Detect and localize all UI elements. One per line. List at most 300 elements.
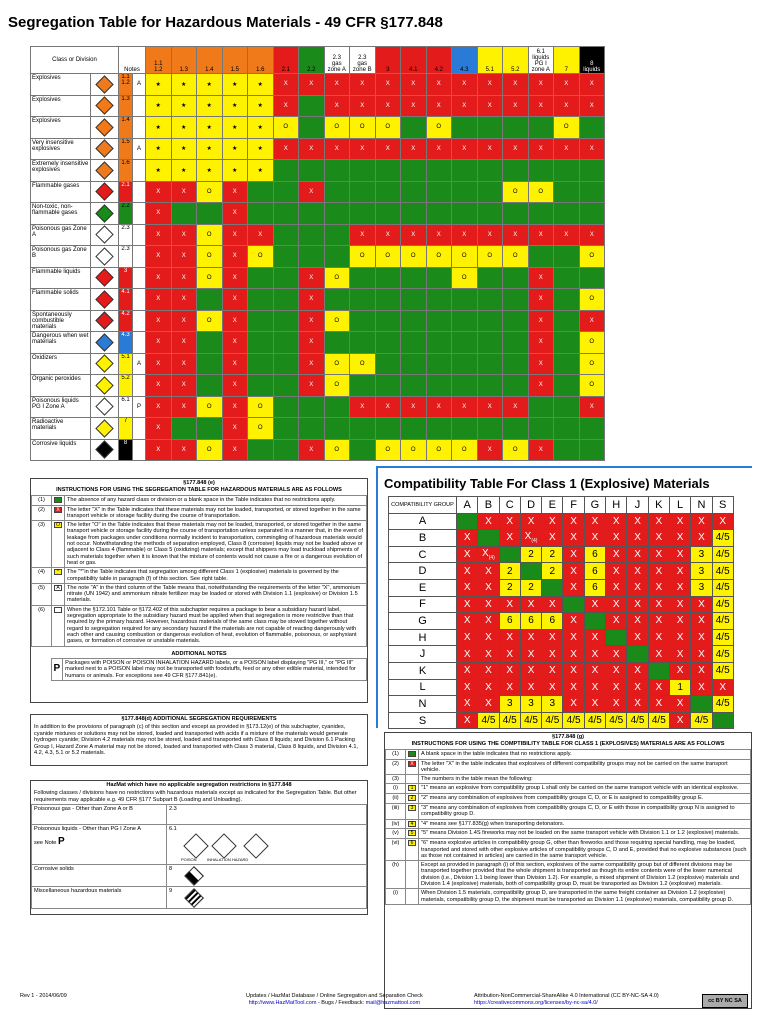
seg-cell: O [579,332,605,354]
seg-cell: X [401,396,427,418]
seg-cell: X [146,181,172,203]
seg-row-icon [91,246,119,268]
hazard-label-icon [95,419,113,437]
compat-cell: 1 [669,679,690,696]
seg-instr-text: The absence of any hazard class or division or a blank space in the Table indicates that no restrictions apply. [65,495,367,505]
seg-cell [503,332,529,354]
seg-row-label: Poisonous gas Zone B [31,246,91,268]
seg-row-icon [91,203,119,225]
seg-cell [528,160,554,182]
seg-instr-sym [52,568,65,584]
seg-row-icon [91,267,119,289]
seg-cell [477,181,503,203]
compat-cell: X [627,546,648,563]
seg-cell [426,181,452,203]
compat-instr-row [386,861,751,889]
seg-cell: X [426,138,452,160]
compat-cell: X [648,679,669,696]
seg-row-division: 5.1 [119,353,133,375]
seg-cell: X [222,439,248,461]
compat-cell: X [542,629,563,646]
hazard-label-icon [95,355,113,373]
seg-row-division: 1.6 [119,160,133,182]
compat-instr-row [386,819,751,829]
additional-notes [31,658,367,681]
seg-row-label: Very insensitive explosives [31,138,91,160]
compat-cell: X [606,662,627,679]
seg-cell: O [452,267,478,289]
compat-cell: X [691,662,712,679]
seg-cell: X [146,246,172,268]
compat-cell: X [563,696,584,713]
seg-cell [299,95,325,117]
compat-cell: X [457,696,478,713]
compat-col-F: F [563,497,584,514]
seg-cell [350,181,376,203]
seg-cell [197,375,223,397]
seg-instr-num: (3) [32,521,52,568]
compat-cell: X [648,646,669,663]
compat-col-H: H [606,497,627,514]
compat-cell: X [669,712,690,729]
compat-cell: X [499,662,520,679]
compat-cell: X [669,513,690,530]
seg-cell [554,353,580,375]
compat-cell: 2 [520,546,541,563]
seg-cell: X [171,353,197,375]
compat-cell: X [520,646,541,663]
compat-cell: 2 [499,563,520,580]
additional-notes-heading: ADDITIONAL NOTES [171,650,227,657]
compat-cell: X [478,513,499,530]
seg-header-17: 6.1 liquids PG I zone A [528,47,554,74]
seg-cell: ★ [222,74,248,96]
seg-row [31,353,605,375]
seg-cell: X [503,138,529,160]
compat-instr-swatch: X [408,761,416,767]
seg-row-icon [91,138,119,160]
toxic-label-icon [243,833,268,858]
seg-cell: X [146,418,172,440]
seg-row-division: 3 [119,267,133,289]
segregation-table [30,46,605,461]
seg-cell: X [146,353,172,375]
compat-instr-rows [385,749,751,905]
seg-row-note: A [133,74,146,96]
compat-cell: 3 [542,696,563,713]
additional-segregation [30,714,368,766]
seg-cell: X [299,310,325,332]
seg-cell [197,203,223,225]
seg-cell: O [248,246,274,268]
seg-row [31,95,605,117]
compat-instr-heading2: INSTRUCTIONS FOR USING THE COMPTIBILITY TABLE FOR CLASS 1 (EXPLOSIVES) MATERIALS ARE AS FOLLOWS [411,741,725,748]
seg-cell [273,181,299,203]
seg-cell [452,375,478,397]
compat-cell: 3 [691,563,712,580]
compat-instr-num: (vi) [386,839,406,861]
seg-row-note [133,117,146,139]
seg-cell [350,375,376,397]
seg-cell [324,396,350,418]
compat-cell: X [691,596,712,613]
seg-cell [554,289,580,311]
seg-cell: ★ [146,117,172,139]
seg-cell [477,353,503,375]
compat-cell: 4/5 [712,596,733,613]
compat-cell [457,513,478,530]
compat-cell: X [499,646,520,663]
seg-row-note: P [133,396,146,418]
seg-cell: X [171,267,197,289]
seg-cell [503,267,529,289]
seg-cell [426,332,452,354]
seg-row [31,160,605,182]
compat-cell: X [584,662,605,679]
seg-cell [426,310,452,332]
seg-cell [273,224,299,246]
seg-cell: X [579,310,605,332]
seg-row-division: 4.2 [119,310,133,332]
seg-cell [375,353,401,375]
seg-cell [554,310,580,332]
seg-cell: X [350,224,376,246]
seg-cell [299,396,325,418]
rest-row-2-label: Poisonous liquids - Other than PG I Zone A [34,826,141,833]
seg-row-division: 1.3 [119,95,133,117]
compat-cell: X [627,679,648,696]
seg-cell: X [579,138,605,160]
seg-instr-row [32,505,367,521]
compat-instr-sym [406,889,419,905]
seg-cell: O [324,353,350,375]
seg-cell: X [350,95,376,117]
compat-cell: X [520,629,541,646]
seg-header-18: 7 [554,47,580,74]
seg-instr-num: (4) [32,568,52,584]
seg-cell [324,332,350,354]
seg-row [31,224,605,246]
seg-cell: X [146,332,172,354]
seg-cell [197,353,223,375]
compat-cell: X [457,613,478,630]
compat-cell: X [691,530,712,547]
seg-cell [401,267,427,289]
seg-cell: X [426,74,452,96]
seg-instr-row [32,605,367,646]
segregation-instructions [30,478,368,703]
seg-cell [579,181,605,203]
seg-cell [426,289,452,311]
seg-header-9: 2.3 gas zone A [324,47,350,74]
seg-cell [171,418,197,440]
seg-cell [554,332,580,354]
seg-instr-sym [52,583,65,605]
seg-cell [248,203,274,225]
seg-cell: X [528,310,554,332]
seg-cell [503,310,529,332]
compat-cell: 4/5 [563,712,584,729]
compat-row-label: L [389,679,457,696]
seg-row-note [133,267,146,289]
compat-cell: X [648,513,669,530]
compat-cell: X [627,513,648,530]
seg-cell: ★ [146,74,172,96]
seg-cell: X [528,289,554,311]
seg-cell [503,289,529,311]
compat-cell: 4/5 [712,563,733,580]
seg-cell: X [299,353,325,375]
compat-row [389,546,734,563]
compat-cell: X [712,679,733,696]
compat-cell: X [563,579,584,596]
seg-cell [324,289,350,311]
seg-cell [350,418,376,440]
compat-cell: 3 [691,546,712,563]
seg-instr-row [32,568,367,584]
compat-cell: X [457,679,478,696]
compat-cell: X [648,546,669,563]
seg-cell [375,160,401,182]
seg-cell: O [375,117,401,139]
compat-cell: 6 [584,579,605,596]
seg-cell [197,332,223,354]
seg-cell [426,353,452,375]
seg-cell: X [273,74,299,96]
hazard-label-icon [95,161,113,179]
compat-cell: X [478,679,499,696]
rest-row-1-code: 2.3 [167,805,367,825]
seg-row-icon [91,117,119,139]
seg-cell: X [273,95,299,117]
compat-cell: 4/5 [606,712,627,729]
seg-cell [401,353,427,375]
hazard-label-icon [95,269,113,287]
compat-instr-row [386,784,751,794]
compat-cell: 4/5 [712,696,733,713]
seg-cell: X [426,224,452,246]
seg-cell: O [324,117,350,139]
compat-instr-num: (i) [386,784,406,794]
seg-cell: O [273,117,299,139]
seg-cell: X [171,332,197,354]
compat-cell: X [520,662,541,679]
seg-row-note [133,289,146,311]
seg-header-4: 1.4 [197,47,223,74]
compat-instr-swatch: 3 [408,805,416,811]
compat-row-label: D [389,563,457,580]
seg-cell: X [222,246,248,268]
seg-cell: X [579,95,605,117]
compat-cell: X [627,563,648,580]
seg-row [31,117,605,139]
seg-cell [299,117,325,139]
seg-cell [248,289,274,311]
seg-cell [426,375,452,397]
hazard-label-icon [95,140,113,158]
seg-cell: X [222,267,248,289]
compat-cell [691,696,712,713]
compat-cell: X [669,629,690,646]
compat-row [389,662,734,679]
seg-cell [477,267,503,289]
seg-cell: X [171,246,197,268]
compat-instr-sym [406,759,419,775]
seg-cell: X [299,439,325,461]
compat-cell: X [627,696,648,713]
seg-cell: X [222,203,248,225]
compat-instr-row [386,794,751,804]
compat-instr-swatch: 1 [408,785,416,791]
seg-cell: X [171,224,197,246]
seg-cell: ★ [248,74,274,96]
compat-instr-num: (i) [386,889,406,905]
seg-cell: X [477,396,503,418]
seg-cell: X [528,353,554,375]
seg-cell [248,181,274,203]
seg-cell: O [197,310,223,332]
seg-cell [503,375,529,397]
seg-cell [375,375,401,397]
seg-cell [324,203,350,225]
seg-cell [248,267,274,289]
seg-instr-rows [31,495,367,647]
compat-cell: X [478,596,499,613]
compat-instr-row [386,839,751,861]
seg-cell [554,181,580,203]
seg-cell: X [222,289,248,311]
seg-cell [324,181,350,203]
seg-cell: X [477,138,503,160]
seg-row-label: Poisonous gas Zone A [31,224,91,246]
compat-instr-row [386,804,751,820]
compat-row [389,513,734,530]
seg-cell [350,332,376,354]
feedback-mail-link[interactable]: mail@hazmattool.com [365,1000,421,1006]
compat-cell: X [606,596,627,613]
seg-cell [350,289,376,311]
seg-row [31,396,605,418]
compat-cell: 4/5 [712,646,733,663]
compat-instr-row [386,829,751,839]
seg-cell [273,310,299,332]
seg-header-15: 5.1 [477,47,503,74]
seg-cell: O [324,310,350,332]
compat-cell: X [606,579,627,596]
compat-instr-num: (ii) [386,794,406,804]
compat-cell: X [648,530,669,547]
seg-cell [554,267,580,289]
seg-cell: O [375,439,401,461]
compat-cell: X [499,596,520,613]
compat-cell: X [563,662,584,679]
seg-row-note [133,439,146,461]
seg-row-division: 1.1 1.2 [119,74,133,96]
seg-cell [477,375,503,397]
seg-cell: O [197,246,223,268]
compat-cell: X [542,646,563,663]
seg-row-icon [91,289,119,311]
compat-cell: X [627,613,648,630]
seg-row-note [133,224,146,246]
seg-row-note [133,160,146,182]
seg-cell: O [197,267,223,289]
seg-cell [375,332,401,354]
seg-cell: O [503,246,529,268]
seg-row-icon [91,181,119,203]
seg-cell: O [401,246,427,268]
seg-cell: ★ [248,95,274,117]
hazmat-rest-heading: HazMat which have no applicable segregation restrictions in §177.848 [106,782,292,788]
seg-cell [477,332,503,354]
compat-row-label: S [389,712,457,729]
compat-cell: X [520,679,541,696]
hazard-label-icon [95,312,113,330]
seg-cell: ★ [146,138,172,160]
seg-cell [350,203,376,225]
seg-cell: X [222,353,248,375]
compat-row-label: A [389,513,457,530]
license-link[interactable]: https://creativecommons.org/licenses/by-nc-sa/4.0/ [474,1000,598,1006]
seg-cell: X [503,74,529,96]
compat-cell: $X_{(4)}$ [520,530,541,547]
seg-cell: X [452,95,478,117]
seg-cell [503,203,529,225]
seg-cell: ★ [248,138,274,160]
hazmattool-link[interactable]: http://www.HazMatTool.com [248,1000,317,1006]
hazard-label-icon [95,333,113,351]
compat-cell: X [648,563,669,580]
seg-cell [273,439,299,461]
compat-col-N: N [691,497,712,514]
seg-cell: X [222,332,248,354]
compat-instr-text: "6" means explosive articles in compatibility group G, other than fireworks and those requiring special handling, may be loaded, transported and stored with other explosive articles of compatibility groups C, D and E, provided that no explosive substances (such as those not contained in articles) are carried in the same transport vehicle. [419,839,751,861]
compat-cell: 4/5 [712,579,733,596]
compat-cell: X [457,546,478,563]
seg-cell: O [579,289,605,311]
seg-cell [324,418,350,440]
compat-cell [606,629,627,646]
seg-header-19: 8 liquids [579,47,605,74]
seg-row [31,138,605,160]
seg-cell: ★ [222,95,248,117]
compat-cell: X [542,679,563,696]
compat-instr-sym [406,775,419,784]
rest-row-2-code: 6.1 [169,826,177,833]
seg-instr-sym [52,505,65,521]
compat-cell: X [563,629,584,646]
seg-cell [528,396,554,418]
seg-cell: X [146,224,172,246]
seg-cell: O [350,117,376,139]
seg-cell [426,267,452,289]
compat-cell [584,613,605,630]
hazard-label-icon [95,398,113,416]
seg-cell: X [171,375,197,397]
seg-cell: X [528,74,554,96]
seg-cell [554,439,580,461]
compat-cell: 2 [520,579,541,596]
seg-row-label: Radioactive materials [31,418,91,440]
seg-cell [248,375,274,397]
compat-cell: X [669,696,690,713]
seg-row-note [133,246,146,268]
seg-cell [248,332,274,354]
seg-header-0: Class or Division [31,47,119,74]
seg-row-division: 8 [119,439,133,461]
seg-cell [554,203,580,225]
compat-instr-heading1: §177.848 (g) [551,734,585,740]
